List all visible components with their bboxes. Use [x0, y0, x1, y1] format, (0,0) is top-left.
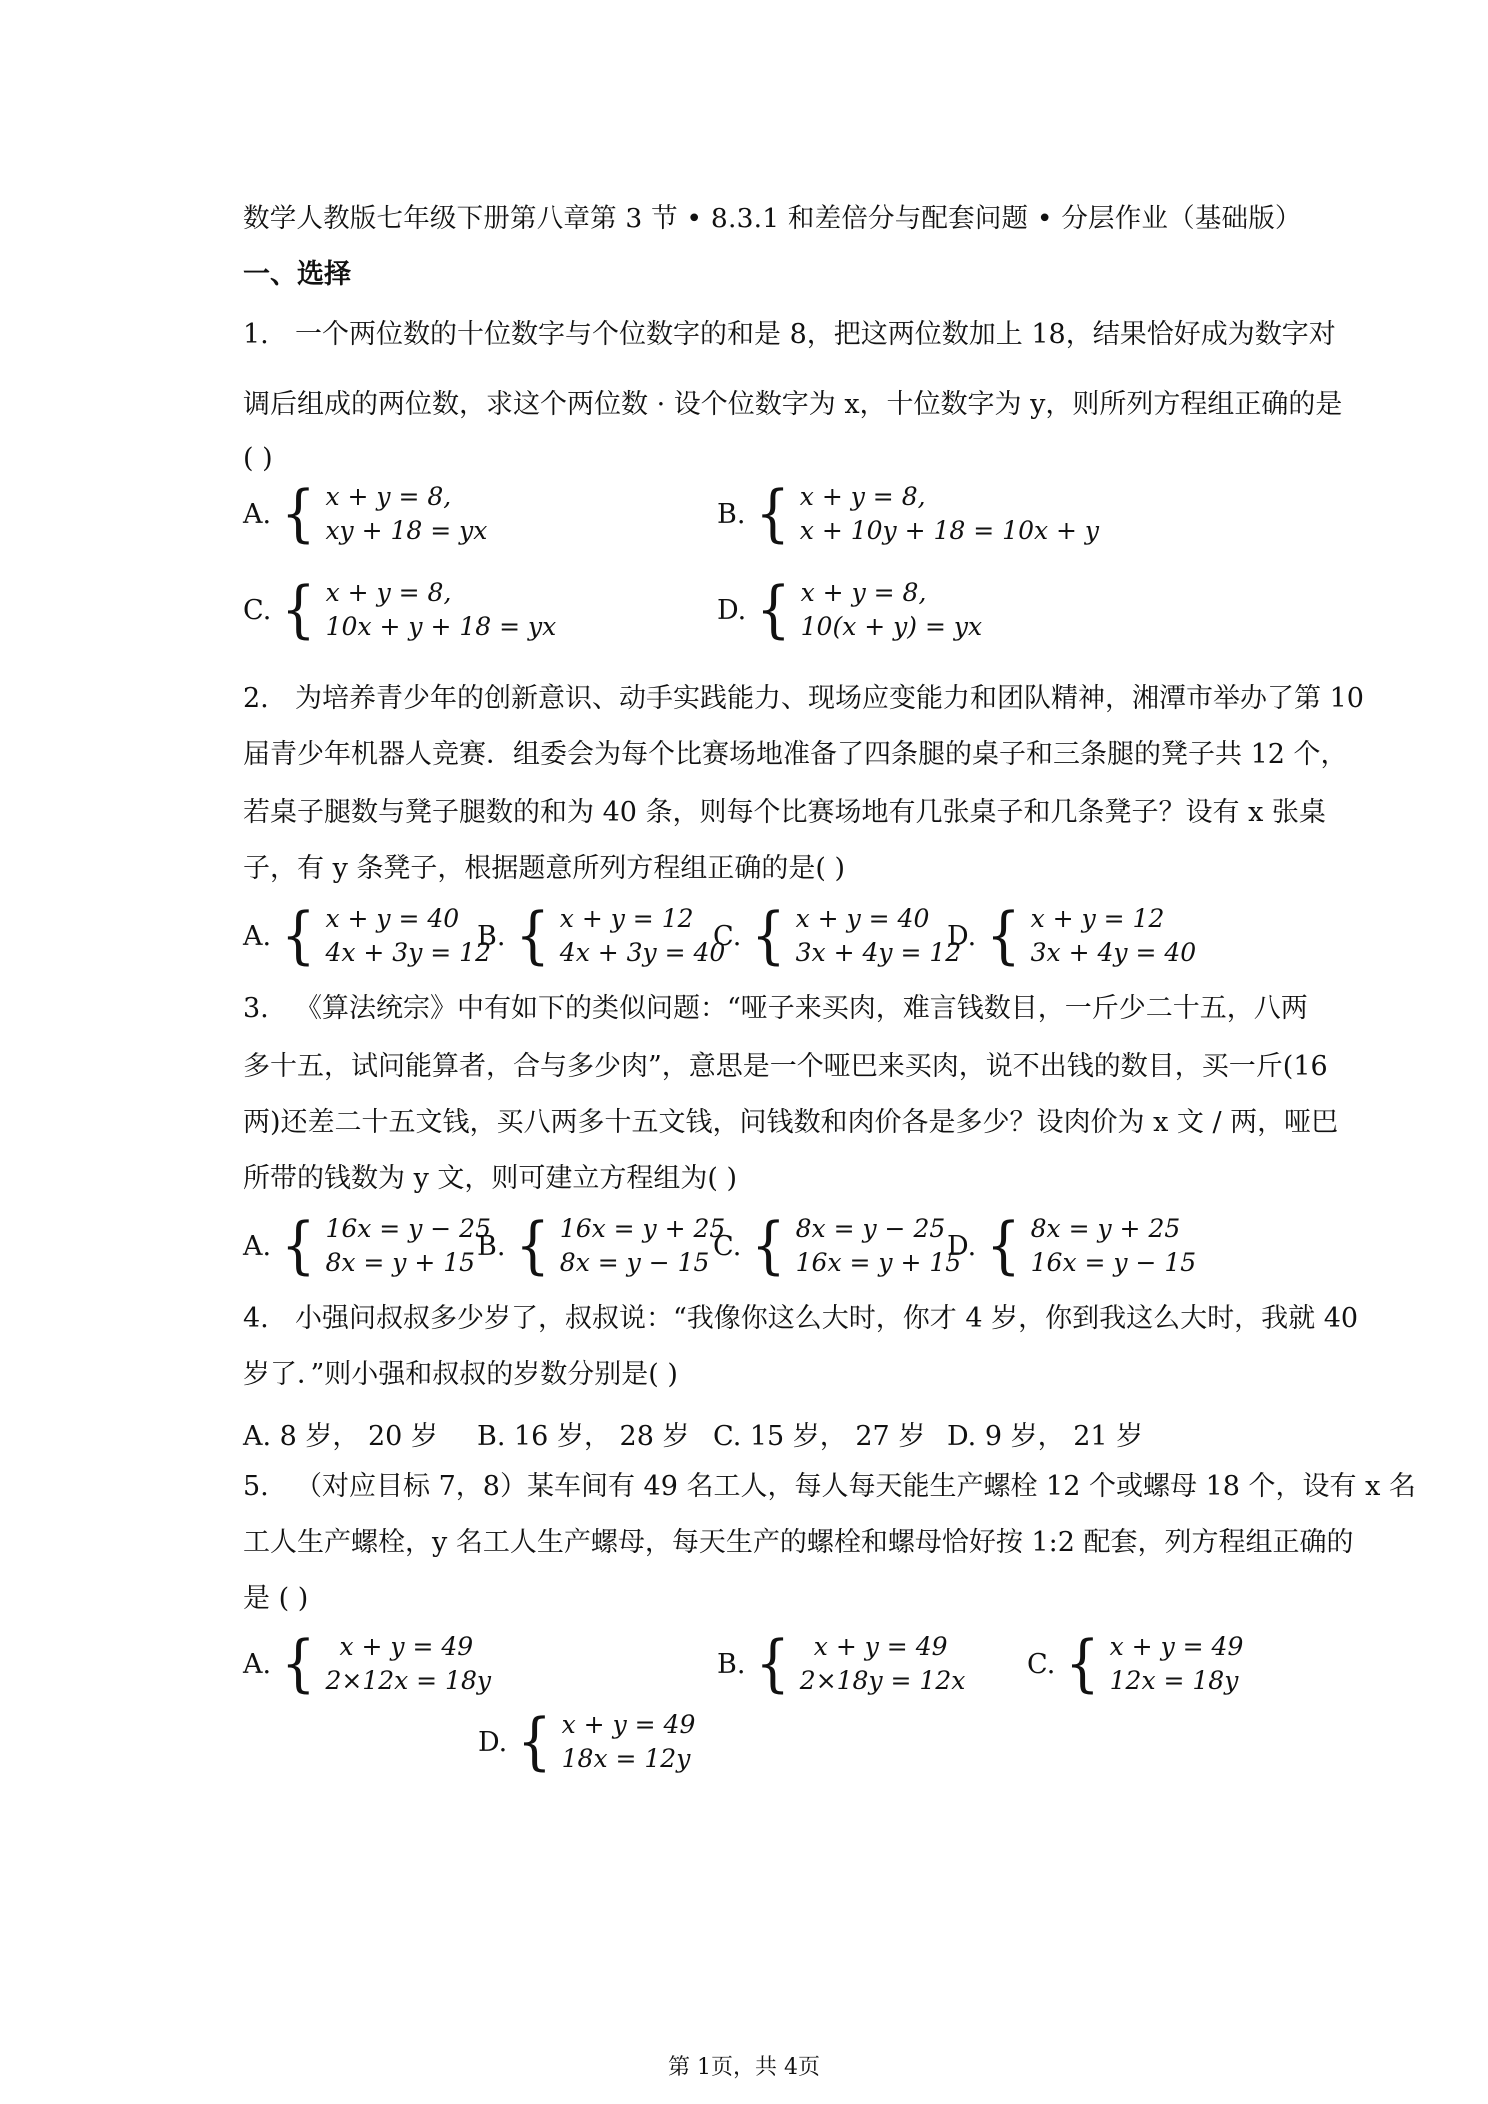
q2-line1: 2. 为培养青少年的创新意识、动手实践能力、现场应变能力和团队精神，湘潭市举办了第 10 — [243, 683, 1364, 714]
q5-number: 5. — [243, 1471, 269, 1502]
section-heading: 一、选择 — [243, 259, 351, 290]
q1-option-c[interactable]: C. { x + y = 8, 10x + y + 18 = yx — [243, 573, 557, 646]
q5-line3: 是 ( ) — [243, 1583, 309, 1614]
q1-line1: 1. 一个两位数的十位数字与个位数字的和是 8，把这两位数加上 18，结果恰好成为数字对 — [243, 319, 1336, 350]
q4-option-a[interactable]: A. 8 岁， 20 岁 — [243, 1421, 438, 1452]
q4-option-c[interactable]: C. 15 岁， 27 岁 — [713, 1421, 926, 1452]
q2-number: 2. — [243, 683, 269, 714]
q1-line2: 调后组成的两位数，求这个两位数 · 设个位数字为 x，十位数字为 y，则所列方程组正确的是 — [243, 389, 1343, 420]
q1-option-b[interactable]: B. { x + y = 8, x + 10y + 18 = 10x + y — [717, 477, 1100, 550]
q2-option-c[interactable]: C. { x + y = 40 3x + 4y = 12 — [713, 899, 962, 972]
q5-option-a[interactable]: A. { x + y = 49 2×12x = 18y — [243, 1627, 491, 1700]
q1-line3: ( ) — [243, 443, 273, 474]
q5-option-b[interactable]: B. { x + y = 49 2×18y = 12x — [717, 1627, 966, 1700]
q3-line2: 多十五，试问能算者，合与多少肉”，意思是一个哑巴来买肉，说不出钱的数目，买一斤(16 — [243, 1051, 1328, 1082]
q2-line4: 子，有 y 条凳子，根据题意所列方程组正确的是( ) — [243, 853, 846, 884]
q1-number: 1. — [243, 319, 269, 350]
q5-option-c[interactable]: C. { x + y = 49 12x = 18y — [1027, 1627, 1244, 1700]
q5-line1: 5. （对应目标 7，8）某车间有 49 名工人，每人每天能生产螺栓 12 个或螺母 18 个，设有 x 名 — [243, 1471, 1416, 1502]
q1-option-a[interactable]: A. { x + y = 8, xy + 18 = yx — [243, 477, 488, 550]
q4-number: 4. — [243, 1303, 269, 1334]
q4-option-d[interactable]: D. 9 岁， 21 岁 — [947, 1421, 1144, 1452]
q4-line2: 岁了．”则小强和叔叔的岁数分别是( ) — [243, 1359, 678, 1390]
q3-line1: 3. 《算法统宗》中有如下的类似问题：“哑子来买肉，难言钱数目，一斤少二十五，八两 — [243, 993, 1308, 1024]
q2-line3: 若桌子腿数与凳子腿数的和为 40 条，则每个比赛场地有几张桌子和几条凳子？设有 x 张桌 — [243, 797, 1326, 828]
q5-line2: 工人生产螺栓，y 名工人生产螺母，每天生产的螺栓和螺母恰好按 1:2 配套，列方程组正确的 — [243, 1527, 1354, 1558]
q2-option-d[interactable]: D. { x + y = 12 3x + 4y = 40 — [947, 899, 1197, 972]
q4-line1: 4. 小强问叔叔多少岁了，叔叔说：“我像你这么大时，你才 4 岁，你到我这么大时，我就 40 — [243, 1303, 1359, 1334]
q2-option-b[interactable]: B. { x + y = 12 4x + 3y = 40 — [477, 899, 726, 972]
q3-line3: 两)还差二十五文钱，买八两多十五文钱，问钱数和肉价各是多少？设肉价为 x 文 / 两，哑巴 — [243, 1107, 1339, 1138]
q1-option-d[interactable]: D. { x + y = 8, 10(x + y) = yx — [717, 573, 983, 646]
q2-line2: 届青少年机器人竞赛．组委会为每个比赛场地准备了四条腿的桌子和三条腿的凳子共 12 个， — [243, 739, 1348, 770]
q3-option-c[interactable]: C. { 8x = y − 25 16x = y + 15 — [713, 1209, 962, 1282]
q3-line4: 所带的钱数为 y 文，则可建立方程组为( ) — [243, 1163, 738, 1194]
q2-option-a[interactable]: A. { x + y = 40 4x + 3y = 12 — [243, 899, 491, 972]
q5-option-d[interactable]: D. { x + y = 49 18x = 12y — [478, 1705, 696, 1778]
q3-option-d[interactable]: D. { 8x = y + 25 16x = y − 15 — [947, 1209, 1197, 1282]
q3-number: 3. — [243, 993, 269, 1024]
q4-option-b[interactable]: B. 16 岁， 28 岁 — [477, 1421, 690, 1452]
q3-option-a[interactable]: A. { 16x = y − 25 8x = y + 15 — [243, 1209, 491, 1282]
q3-option-b[interactable]: B. { 16x = y + 25 8x = y − 15 — [477, 1209, 726, 1282]
document-title: 数学人教版七年级下册第八章第 3 节 • 8.3.1 和差倍分与配套问题 • 分层作业（基础版） — [243, 203, 1302, 234]
page-footer: 第 1页，共 4页 — [668, 2055, 820, 2080]
